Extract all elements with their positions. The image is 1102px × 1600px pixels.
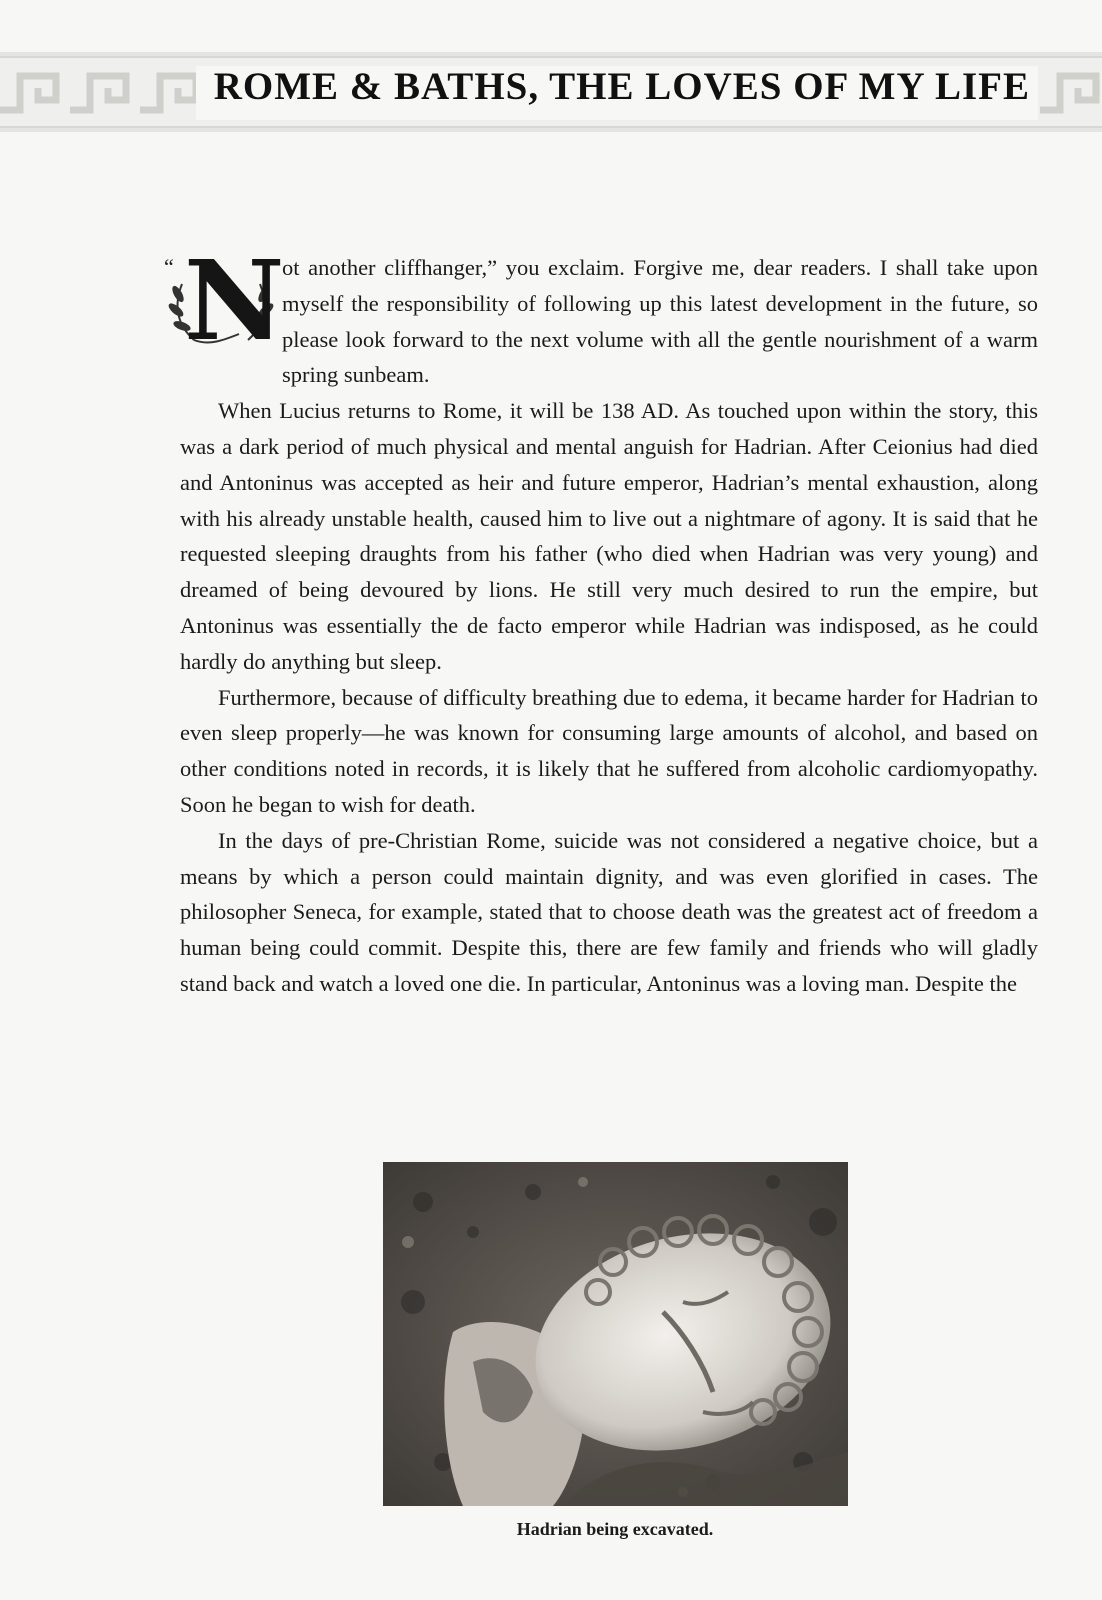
paragraph-3: Furthermore, because of difficulty breathing due to edema, it became harder for Hadrian to even sleep properly—he was known for consuming large amounts of alcohol, and based on other conditions noted in records, it is likely that he suffered from alcoholic cardiomyopathy. Soon he began to wish for death. [180, 684, 1038, 817]
page-title: ROME & BATHS, THE LOVES OF MY LIFE [213, 65, 1030, 108]
photo-caption: Hadrian being excavated. [516, 1519, 714, 1539]
body-text [164, 236, 1038, 1002]
dropcap [164, 236, 285, 365]
dropcap-letter: N [184, 236, 285, 365]
opening-quote: “ [164, 254, 174, 279]
paragraph-1 [164, 236, 1038, 393]
paragraph-4: In the days of pre-Christian Rome, suicide was not considered a negative choice, but a means by which a person could maintain dignity, and was even glorified in cases. The philosopher Seneca, for example, stated that to choose death was the greatest act of freedom a human being could commit. Despite this, there are few family and friends who will gladly stand back and watch a loved one die. In particular, Antoninus was a loving man. Despite the [180, 827, 1038, 996]
paragraph-2: When Lucius returns to Rome, it will be 138 AD. As touched upon within the story, this was a dark period of much physical and mental anguish for Hadrian. After Ceionius had died and Antoninus was accepted as heir and future emperor, Hadrian’s mental exhaustion, along with his already unstable health, caused him to live out a nightmare of agony. It is said that he requested sleeping draughts from his father (who died when Hadrian was very young) and dreamed of being devoured by lions. He still very much desired to run the empire, but Antoninus was essentially the de facto emperor while Hadrian was indisposed, as he could hardly do anything but sleep. [180, 398, 1038, 674]
statue-photo [383, 1162, 848, 1506]
paragraph-1-text: ot another cliffhanger,” you exclaim. Forgive me, dear readers. I shall take upon myself the responsibility of following up this latest development in the future, so please look forward to the next volume with all the gentle nourishment of a warm spring sunbeam. [282, 255, 1038, 388]
